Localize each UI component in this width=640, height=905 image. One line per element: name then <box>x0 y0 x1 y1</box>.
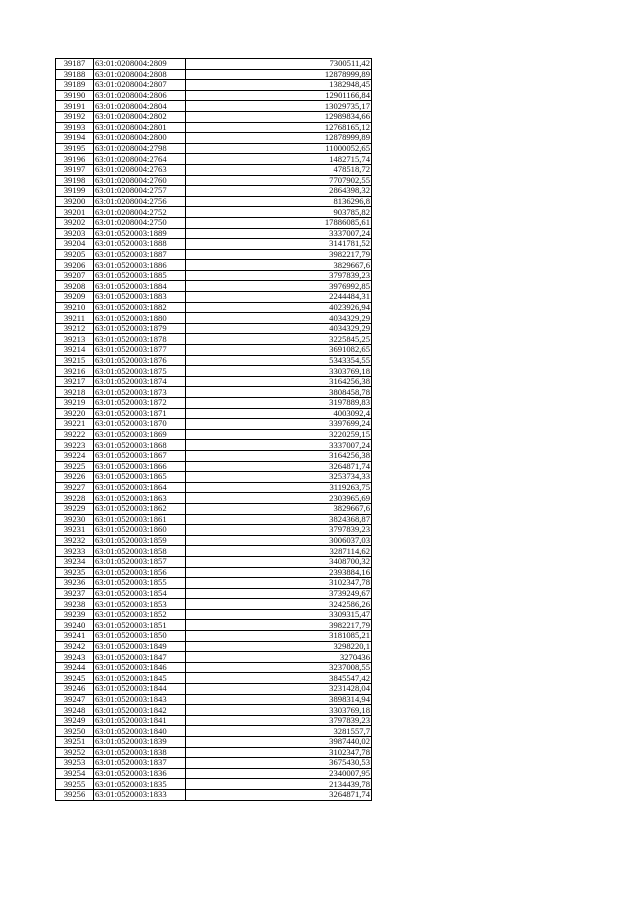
table-row <box>56 482 372 493</box>
row-number-cell: 39230 <box>56 514 94 525</box>
table-row <box>56 737 372 748</box>
cadastral-value-cell: 3309315,47 <box>186 609 372 620</box>
cadastral-value-cell: 3829667,6 <box>186 260 372 271</box>
cadastral-value-cell: 3987440,02 <box>186 737 372 748</box>
cadastral-value-cell: 3237008,55 <box>186 662 372 673</box>
cadastral-value-cell: 3797839,23 <box>186 525 372 536</box>
cadastral-value-cell: 4034329,29 <box>186 323 372 334</box>
row-number-cell: 39203 <box>56 228 94 239</box>
cadastral-number-cell: 63:01:0520003:1838 <box>94 747 186 758</box>
cadastral-number-cell: 63:01:0520003:1837 <box>94 758 186 769</box>
row-number-cell: 39216 <box>56 366 94 377</box>
table-row <box>56 726 372 737</box>
table-row <box>56 239 372 250</box>
table-row <box>56 620 372 631</box>
row-number-cell: 39213 <box>56 334 94 345</box>
row-number-cell: 39239 <box>56 609 94 620</box>
row-number-cell: 39249 <box>56 715 94 726</box>
cadastral-value-cell: 903785,82 <box>186 207 372 218</box>
row-number-cell: 39240 <box>56 620 94 631</box>
cadastral-number-cell: 63:01:0520003:1878 <box>94 334 186 345</box>
table-row <box>56 111 372 122</box>
table-row <box>56 705 372 716</box>
cadastral-value-cell: 3242586,26 <box>186 599 372 610</box>
row-number-cell: 39221 <box>56 419 94 430</box>
cadastral-number-cell: 63:01:0520003:1849 <box>94 641 186 652</box>
row-number-cell: 39188 <box>56 69 94 80</box>
cadastral-number-cell: 63:01:0520003:1877 <box>94 345 186 356</box>
cadastral-number-cell: 63:01:0520003:1868 <box>94 440 186 451</box>
table-row <box>56 133 372 144</box>
table-row <box>56 747 372 758</box>
row-number-cell: 39231 <box>56 525 94 536</box>
cadastral-value-table <box>55 58 372 801</box>
table-row <box>56 450 372 461</box>
cadastral-value-cell: 3898314,94 <box>186 694 372 705</box>
row-number-cell: 39241 <box>56 631 94 642</box>
cadastral-number-cell: 63:01:0520003:1851 <box>94 620 186 631</box>
table-row <box>56 122 372 133</box>
cadastral-value-cell: 3264871,74 <box>186 461 372 472</box>
cadastral-value-cell: 3982217,79 <box>186 249 372 260</box>
cadastral-number-cell: 63:01:0208004:2764 <box>94 154 186 165</box>
cadastral-number-cell: 63:01:0520003:1886 <box>94 260 186 271</box>
table-row <box>56 662 372 673</box>
cadastral-value-cell: 3337007,24 <box>186 228 372 239</box>
cadastral-number-cell: 63:01:0520003:1876 <box>94 355 186 366</box>
cadastral-value-cell: 1482715,74 <box>186 154 372 165</box>
cadastral-value-cell: 3270436 <box>186 652 372 663</box>
cadastral-value-cell: 3119263,75 <box>186 482 372 493</box>
cadastral-number-cell: 63:01:0520003:1866 <box>94 461 186 472</box>
cadastral-value-cell: 2303965,69 <box>186 493 372 504</box>
table-row <box>56 503 372 514</box>
table-row <box>56 313 372 324</box>
cadastral-value-cell: 3797839,23 <box>186 715 372 726</box>
cadastral-number-cell: 63:01:0208004:2806 <box>94 90 186 101</box>
row-number-cell: 39226 <box>56 472 94 483</box>
cadastral-number-cell: 63:01:0520003:1843 <box>94 694 186 705</box>
cadastral-value-cell: 3808458,78 <box>186 387 372 398</box>
cadastral-number-cell: 63:01:0520003:1840 <box>94 726 186 737</box>
cadastral-number-cell: 63:01:0520003:1835 <box>94 779 186 790</box>
cadastral-value-cell: 478518,72 <box>186 164 372 175</box>
table-row <box>56 525 372 536</box>
row-number-cell: 39222 <box>56 429 94 440</box>
cadastral-number-cell: 63:01:0520003:1845 <box>94 673 186 684</box>
cadastral-number-cell: 63:01:0208004:2763 <box>94 164 186 175</box>
row-number-cell: 39228 <box>56 493 94 504</box>
cadastral-value-cell: 3303769,18 <box>186 705 372 716</box>
table-row <box>56 186 372 197</box>
cadastral-number-cell: 63:01:0520003:1873 <box>94 387 186 398</box>
table-row <box>56 609 372 620</box>
table-row <box>56 217 372 228</box>
table-row <box>56 366 372 377</box>
cadastral-value-cell: 3102347,78 <box>186 578 372 589</box>
row-number-cell: 39214 <box>56 345 94 356</box>
cadastral-value-cell: 3298220,1 <box>186 641 372 652</box>
cadastral-value-cell: 3141781,52 <box>186 239 372 250</box>
row-number-cell: 39191 <box>56 101 94 112</box>
row-number-cell: 39255 <box>56 779 94 790</box>
cadastral-value-cell: 3225845,25 <box>186 334 372 345</box>
row-number-cell: 39210 <box>56 302 94 313</box>
table-row <box>56 535 372 546</box>
table-row <box>56 90 372 101</box>
cadastral-number-cell: 63:01:0208004:2801 <box>94 122 186 133</box>
cadastral-value-cell: 3675430,53 <box>186 758 372 769</box>
row-number-cell: 39224 <box>56 450 94 461</box>
row-number-cell: 39232 <box>56 535 94 546</box>
cadastral-value-cell: 3982217,79 <box>186 620 372 631</box>
cadastral-number-cell: 63:01:0208004:2800 <box>94 133 186 144</box>
row-number-cell: 39195 <box>56 143 94 154</box>
table-body <box>56 59 372 801</box>
cadastral-number-cell: 63:01:0520003:1839 <box>94 737 186 748</box>
cadastral-number-cell: 63:01:0520003:1862 <box>94 503 186 514</box>
table-row <box>56 493 372 504</box>
cadastral-number-cell: 63:01:0520003:1863 <box>94 493 186 504</box>
row-number-cell: 39199 <box>56 186 94 197</box>
table-row <box>56 715 372 726</box>
table-row <box>56 419 372 430</box>
row-number-cell: 39243 <box>56 652 94 663</box>
cadastral-number-cell: 63:01:0520003:1869 <box>94 429 186 440</box>
row-number-cell: 39236 <box>56 578 94 589</box>
cadastral-number-cell: 63:01:0208004:2756 <box>94 196 186 207</box>
table-row <box>56 599 372 610</box>
cadastral-value-cell: 3287114,62 <box>186 546 372 557</box>
table-row <box>56 398 372 409</box>
table-row <box>56 376 372 387</box>
table-row <box>56 164 372 175</box>
cadastral-value-cell: 3976992,85 <box>186 281 372 292</box>
cadastral-value-cell: 12878999,89 <box>186 133 372 144</box>
table-row <box>56 101 372 112</box>
table-row <box>56 302 372 313</box>
cadastral-number-cell: 63:01:0520003:1857 <box>94 556 186 567</box>
row-number-cell: 39206 <box>56 260 94 271</box>
table-row <box>56 154 372 165</box>
row-number-cell: 39193 <box>56 122 94 133</box>
cadastral-value-cell: 3220259,15 <box>186 429 372 440</box>
cadastral-number-cell: 63:01:0520003:1861 <box>94 514 186 525</box>
row-number-cell: 39219 <box>56 398 94 409</box>
table-row <box>56 567 372 578</box>
table-row <box>56 684 372 695</box>
cadastral-value-cell: 2340007,95 <box>186 768 372 779</box>
table-row <box>56 196 372 207</box>
cadastral-number-cell: 63:01:0520003:1885 <box>94 270 186 281</box>
cadastral-number-cell: 63:01:0520003:1852 <box>94 609 186 620</box>
cadastral-value-cell: 2393884,16 <box>186 567 372 578</box>
table-row <box>56 281 372 292</box>
table-row <box>56 789 372 800</box>
cadastral-value-cell: 7707902,55 <box>186 175 372 186</box>
table-row <box>56 578 372 589</box>
cadastral-number-cell: 63:01:0520003:1858 <box>94 546 186 557</box>
cadastral-number-cell: 63:01:0520003:1836 <box>94 768 186 779</box>
cadastral-number-cell: 63:01:0208004:2808 <box>94 69 186 80</box>
cadastral-value-cell: 3231428,04 <box>186 684 372 695</box>
row-number-cell: 39215 <box>56 355 94 366</box>
table-row <box>56 175 372 186</box>
cadastral-number-cell: 63:01:0520003:1874 <box>94 376 186 387</box>
cadastral-number-cell: 63:01:0520003:1871 <box>94 408 186 419</box>
row-number-cell: 39220 <box>56 408 94 419</box>
cadastral-number-cell: 63:01:0520003:1853 <box>94 599 186 610</box>
cadastral-value-cell: 2134439,78 <box>186 779 372 790</box>
cadastral-number-cell: 63:01:0520003:1855 <box>94 578 186 589</box>
row-number-cell: 39254 <box>56 768 94 779</box>
table-row <box>56 694 372 705</box>
table-row <box>56 779 372 790</box>
cadastral-number-cell: 63:01:0520003:1875 <box>94 366 186 377</box>
row-number-cell: 39200 <box>56 196 94 207</box>
cadastral-number-cell: 63:01:0520003:1856 <box>94 567 186 578</box>
cadastral-number-cell: 63:01:0520003:1870 <box>94 419 186 430</box>
cadastral-value-cell: 1382948,45 <box>186 80 372 91</box>
cadastral-number-cell: 63:01:0520003:1883 <box>94 292 186 303</box>
cadastral-number-cell: 63:01:0520003:1889 <box>94 228 186 239</box>
cadastral-number-cell: 63:01:0208004:2757 <box>94 186 186 197</box>
row-number-cell: 39208 <box>56 281 94 292</box>
cadastral-number-cell: 63:01:0208004:2802 <box>94 111 186 122</box>
cadastral-value-cell: 11000052,65 <box>186 143 372 154</box>
row-number-cell: 39205 <box>56 249 94 260</box>
cadastral-value-cell: 3197889,83 <box>186 398 372 409</box>
table-row <box>56 461 372 472</box>
cadastral-value-cell: 7300511,42 <box>186 59 372 70</box>
table-row <box>56 249 372 260</box>
row-number-cell: 39217 <box>56 376 94 387</box>
row-number-cell: 39238 <box>56 599 94 610</box>
cadastral-value-cell: 12768165,12 <box>186 122 372 133</box>
cadastral-value-cell: 3845547,42 <box>186 673 372 684</box>
cadastral-value-cell: 3164256,38 <box>186 450 372 461</box>
row-number-cell: 39204 <box>56 239 94 250</box>
row-number-cell: 39194 <box>56 133 94 144</box>
row-number-cell: 39234 <box>56 556 94 567</box>
cadastral-number-cell: 63:01:0208004:2804 <box>94 101 186 112</box>
row-number-cell: 39212 <box>56 323 94 334</box>
row-number-cell: 39247 <box>56 694 94 705</box>
cadastral-value-cell: 3303769,18 <box>186 366 372 377</box>
cadastral-number-cell: 63:01:0208004:2752 <box>94 207 186 218</box>
table-row <box>56 59 372 70</box>
table-row <box>56 631 372 642</box>
cadastral-value-cell: 3797839,23 <box>186 270 372 281</box>
table-row <box>56 387 372 398</box>
cadastral-number-cell: 63:01:0520003:1844 <box>94 684 186 695</box>
cadastral-value-cell: 17886085,61 <box>186 217 372 228</box>
cadastral-number-cell: 63:01:0520003:1833 <box>94 789 186 800</box>
row-number-cell: 39246 <box>56 684 94 695</box>
table-row <box>56 408 372 419</box>
cadastral-value-cell: 3006037,03 <box>186 535 372 546</box>
table-row <box>56 514 372 525</box>
row-number-cell: 39189 <box>56 80 94 91</box>
cadastral-number-cell: 63:01:0208004:2809 <box>94 59 186 70</box>
row-number-cell: 39227 <box>56 482 94 493</box>
cadastral-number-cell: 63:01:0520003:1888 <box>94 239 186 250</box>
table-row <box>56 546 372 557</box>
cadastral-value-cell: 13029735,17 <box>186 101 372 112</box>
cadastral-value-cell: 2244484,31 <box>186 292 372 303</box>
cadastral-number-cell: 63:01:0208004:2807 <box>94 80 186 91</box>
row-number-cell: 39218 <box>56 387 94 398</box>
cadastral-value-cell: 12901166,84 <box>186 90 372 101</box>
cadastral-value-cell: 4003092,4 <box>186 408 372 419</box>
cadastral-number-cell: 63:01:0520003:1854 <box>94 588 186 599</box>
cadastral-value-cell: 4034329,29 <box>186 313 372 324</box>
table-row <box>56 355 372 366</box>
row-number-cell: 39207 <box>56 270 94 281</box>
cadastral-value-cell: 4023926,94 <box>186 302 372 313</box>
cadastral-value-cell: 3824368,87 <box>186 514 372 525</box>
table-row <box>56 472 372 483</box>
row-number-cell: 39233 <box>56 546 94 557</box>
cadastral-value-cell: 3829667,6 <box>186 503 372 514</box>
table-row <box>56 143 372 154</box>
row-number-cell: 39253 <box>56 758 94 769</box>
table-row <box>56 440 372 451</box>
cadastral-number-cell: 63:01:0208004:2750 <box>94 217 186 228</box>
cadastral-value-cell: 12878999,89 <box>186 69 372 80</box>
cadastral-number-cell: 63:01:0520003:1872 <box>94 398 186 409</box>
table-row <box>56 80 372 91</box>
row-number-cell: 39202 <box>56 217 94 228</box>
table-row <box>56 768 372 779</box>
table-row <box>56 673 372 684</box>
row-number-cell: 39201 <box>56 207 94 218</box>
cadastral-number-cell: 63:01:0520003:1887 <box>94 249 186 260</box>
table-row <box>56 641 372 652</box>
cadastral-value-cell: 3181085,21 <box>186 631 372 642</box>
cadastral-number-cell: 63:01:0520003:1860 <box>94 525 186 536</box>
row-number-cell: 39229 <box>56 503 94 514</box>
cadastral-number-cell: 63:01:0520003:1880 <box>94 313 186 324</box>
cadastral-value-cell: 3739249,67 <box>186 588 372 599</box>
row-number-cell: 39225 <box>56 461 94 472</box>
row-number-cell: 39187 <box>56 59 94 70</box>
row-number-cell: 39250 <box>56 726 94 737</box>
row-number-cell: 39248 <box>56 705 94 716</box>
cadastral-number-cell: 63:01:0520003:1879 <box>94 323 186 334</box>
cadastral-value-cell: 8136296,8 <box>186 196 372 207</box>
cadastral-value-cell: 3102347,78 <box>186 747 372 758</box>
cadastral-number-cell: 63:01:0520003:1850 <box>94 631 186 642</box>
cadastral-value-cell: 3253734,33 <box>186 472 372 483</box>
row-number-cell: 39235 <box>56 567 94 578</box>
table-row <box>56 429 372 440</box>
table-row <box>56 270 372 281</box>
cadastral-value-cell: 12989834,66 <box>186 111 372 122</box>
cadastral-number-cell: 63:01:0520003:1841 <box>94 715 186 726</box>
cadastral-number-cell: 63:01:0520003:1842 <box>94 705 186 716</box>
row-number-cell: 39242 <box>56 641 94 652</box>
table-row <box>56 260 372 271</box>
row-number-cell: 39196 <box>56 154 94 165</box>
row-number-cell: 39251 <box>56 737 94 748</box>
cadastral-value-cell: 3408700,32 <box>186 556 372 567</box>
table-row <box>56 758 372 769</box>
cadastral-value-cell: 3281557,7 <box>186 726 372 737</box>
cadastral-number-cell: 63:01:0520003:1867 <box>94 450 186 461</box>
row-number-cell: 39252 <box>56 747 94 758</box>
cadastral-number-cell: 63:01:0208004:2760 <box>94 175 186 186</box>
cadastral-value-cell: 3164256,38 <box>186 376 372 387</box>
cadastral-number-cell: 63:01:0520003:1847 <box>94 652 186 663</box>
table-row <box>56 323 372 334</box>
cadastral-value-cell: 3397699,24 <box>186 419 372 430</box>
row-number-cell: 39209 <box>56 292 94 303</box>
table-row <box>56 228 372 239</box>
row-number-cell: 39211 <box>56 313 94 324</box>
cadastral-number-cell: 63:01:0520003:1865 <box>94 472 186 483</box>
cadastral-value-cell: 3691082,65 <box>186 345 372 356</box>
row-number-cell: 39192 <box>56 111 94 122</box>
table-row <box>56 292 372 303</box>
cadastral-number-cell: 63:01:0520003:1859 <box>94 535 186 546</box>
row-number-cell: 39197 <box>56 164 94 175</box>
cadastral-number-cell: 63:01:0520003:1846 <box>94 662 186 673</box>
table-row <box>56 345 372 356</box>
row-number-cell: 39245 <box>56 673 94 684</box>
row-number-cell: 39244 <box>56 662 94 673</box>
row-number-cell: 39198 <box>56 175 94 186</box>
cadastral-number-cell: 63:01:0520003:1864 <box>94 482 186 493</box>
table-row <box>56 556 372 567</box>
table-row <box>56 588 372 599</box>
row-number-cell: 39223 <box>56 440 94 451</box>
table-row <box>56 207 372 218</box>
cadastral-number-cell: 63:01:0208004:2798 <box>94 143 186 154</box>
cadastral-value-cell: 3264871,74 <box>186 789 372 800</box>
cadastral-value-cell: 5343354,55 <box>186 355 372 366</box>
table-row <box>56 652 372 663</box>
table-row <box>56 334 372 345</box>
table-row <box>56 69 372 80</box>
cadastral-value-cell: 3337007,24 <box>186 440 372 451</box>
row-number-cell: 39256 <box>56 789 94 800</box>
row-number-cell: 39237 <box>56 588 94 599</box>
cadastral-number-cell: 63:01:0520003:1882 <box>94 302 186 313</box>
cadastral-value-cell: 2864398,32 <box>186 186 372 197</box>
cadastral-number-cell: 63:01:0520003:1884 <box>94 281 186 292</box>
row-number-cell: 39190 <box>56 90 94 101</box>
